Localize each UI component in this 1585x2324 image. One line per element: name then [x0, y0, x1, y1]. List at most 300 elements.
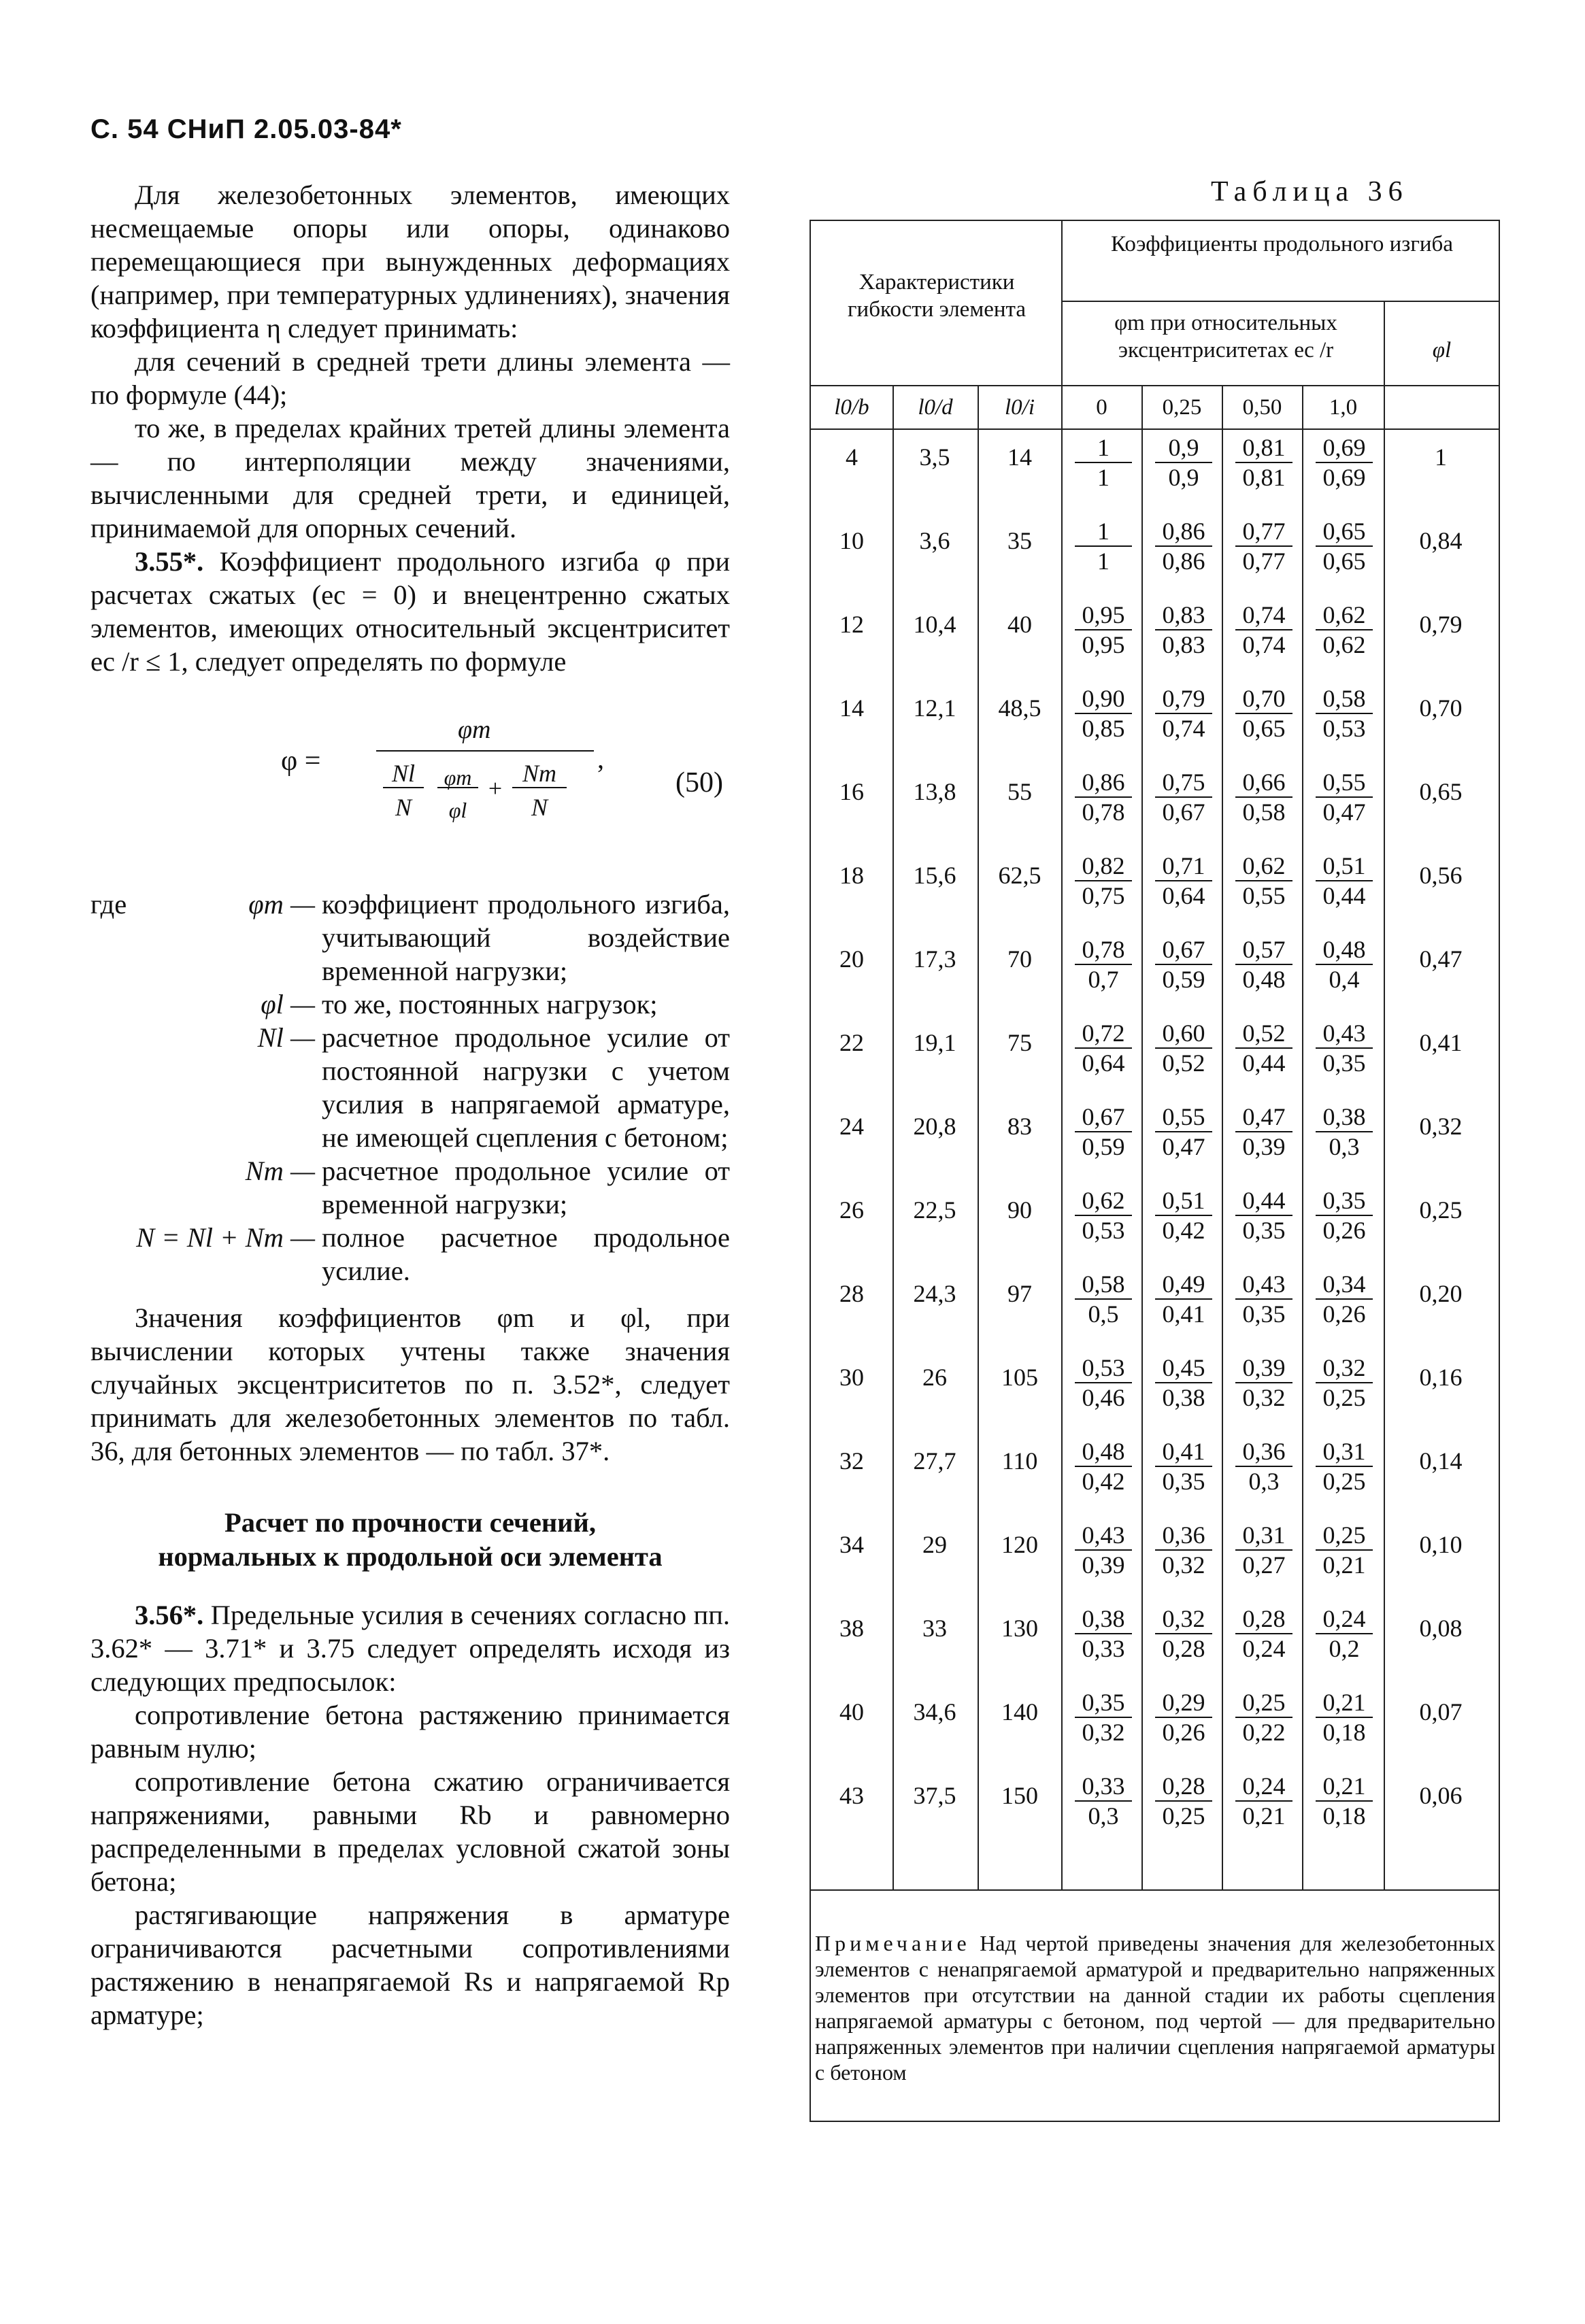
definitions: [90, 888, 730, 1287]
cell-phi-m-fraction: [1069, 768, 1137, 826]
cell-phi-m-fraction: [1230, 1772, 1298, 1830]
cell-phi-m-fraction: [1150, 852, 1218, 910]
fraction-upper: 0,43: [1316, 1019, 1373, 1049]
cell-l0-b: 12: [839, 611, 864, 638]
cell-l0-i: 150: [1001, 1782, 1038, 1809]
cell-phi-m-fraction: [1310, 601, 1378, 659]
cell-l0-d: 29: [922, 1531, 947, 1558]
table-rule: [811, 1889, 1500, 1891]
cell-l0-d: 3,6: [919, 527, 950, 554]
fraction-upper: 0,65: [1316, 517, 1373, 547]
fraction-upper: 0,62: [1316, 601, 1373, 630]
fraction-lower: 0,3: [1329, 1133, 1360, 1160]
fraction-lower: 0,39: [1242, 1133, 1286, 1160]
fraction-upper: 0,55: [1155, 1102, 1212, 1132]
fraction-lower: 0,42: [1082, 1468, 1125, 1495]
fraction-upper: 0,44: [1235, 1186, 1292, 1216]
cell-l0-d: 26: [922, 1364, 947, 1391]
cell-l0-b: 20: [839, 945, 864, 973]
cell-phi-m-fraction: [1310, 1270, 1378, 1328]
formula-phim: φm: [444, 765, 472, 790]
fraction-upper: 0,36: [1235, 1437, 1292, 1467]
fraction-upper: 0,25: [1235, 1688, 1292, 1718]
fraction-lower: 0,9: [1168, 464, 1199, 491]
cell-phi-m-fraction: [1310, 517, 1378, 575]
cell-phi-l: 0,84: [1419, 527, 1463, 554]
cell-l0-b: 14: [839, 694, 864, 722]
note-text: Над чертой приведены значения для железобетонных элементов с ненапрягаемой арматурой и предварительно напряженных элементов при отсутствии на данной стадии их работы сцепления напрягаемой арматуры с бетоном, под чертой — для предварительно напряженных элементов при наличии сцепления напрягаемой арматуры с бетоном: [815, 1931, 1495, 2085]
fraction-upper: 0,28: [1235, 1604, 1292, 1634]
fraction-lower: 0,26: [1162, 1719, 1205, 1746]
cell-phi-l: 0,56: [1419, 862, 1463, 889]
fraction-upper: 0,74: [1235, 601, 1292, 630]
cell-l0-d: 20,8: [913, 1113, 956, 1140]
cell-l0-b: 43: [839, 1782, 864, 1809]
fraction-upper: 0,55: [1316, 768, 1373, 798]
cell-l0-b: 4: [846, 443, 858, 471]
header-characteristics: Характеристики гибкости элемента: [848, 270, 1026, 322]
cell-phi-m-fraction: [1230, 768, 1298, 826]
cell-l0-d: 15,6: [913, 862, 956, 889]
fraction-upper: 0,58: [1075, 1270, 1132, 1300]
fraction-upper: 0,21: [1316, 1772, 1373, 1802]
definition-text: то же, постоянных нагрузок;: [322, 989, 658, 1020]
fraction-upper: 0,48: [1316, 935, 1373, 965]
column-header: l0/d: [918, 395, 953, 420]
fraction-upper: 0,95: [1075, 601, 1132, 630]
cell-l0-d: 27,7: [913, 1447, 956, 1475]
definition-item: [90, 988, 730, 1021]
fraction-lower: 0,62: [1322, 631, 1366, 658]
cell-phi-m-fraction: [1069, 1521, 1137, 1579]
header-phi-m: φm при относительных эксцентриситетах ec /r: [1114, 311, 1337, 363]
cell-l0-b: 40: [839, 1698, 864, 1725]
cell-phi-m-fraction: [1069, 1270, 1137, 1328]
cell-phi-l: 0,07: [1419, 1698, 1463, 1725]
column-header: 0: [1096, 395, 1107, 420]
fraction-lower: 0,7: [1088, 966, 1119, 993]
fraction-lower: 0,83: [1162, 631, 1205, 658]
clause-3-55: [90, 545, 730, 678]
fraction-upper: 0,29: [1155, 1688, 1212, 1718]
cell-l0-b: 22: [839, 1029, 864, 1056]
cell-phi-l: 0,06: [1419, 1782, 1463, 1809]
cell-phi-m-fraction: [1150, 1437, 1218, 1496]
cell-l0-i: 35: [1007, 527, 1032, 554]
paragraph-3: то же, в пределах крайних третей длины элемента — по интерполяции между значениями, вычисленными для средней трети, и единицей, принимаемой для опорных сечений.: [90, 413, 730, 543]
cell-l0-i: 48,5: [998, 694, 1041, 722]
table-rule: [1384, 301, 1385, 1889]
fraction-lower: 0,44: [1322, 882, 1366, 909]
cell-phi-m-fraction: [1310, 1437, 1378, 1496]
cell-phi-m-fraction: [1230, 1186, 1298, 1245]
cell-l0-b: 26: [839, 1196, 864, 1224]
definition-item: [90, 1154, 730, 1221]
fraction-upper: 0,38: [1316, 1102, 1373, 1132]
cell-phi-m-fraction: [1069, 852, 1137, 910]
formula-lhs: φ =: [281, 745, 321, 777]
definition-symbol: φl —: [261, 989, 315, 1020]
section-title: [90, 1506, 730, 1574]
fraction-lower: 0,28: [1162, 1635, 1205, 1662]
fraction-lower: 0,53: [1082, 1217, 1125, 1244]
cell-phi-l: 0,14: [1419, 1447, 1463, 1475]
fraction-lower: 0,47: [1322, 798, 1366, 826]
clause-text: Предельные усилия в сечениях согласно пп. 3.62* — 3.71* и 3.75 следует определять исходя из следующих предпосылок:: [90, 1600, 730, 1697]
formula-nl: Nl: [391, 760, 415, 787]
definition-symbol: Nm —: [245, 1156, 315, 1186]
cell-phi-m-fraction: [1310, 1019, 1378, 1077]
cell-l0-d: 34,6: [913, 1698, 956, 1725]
fraction-lower: 0,65: [1322, 548, 1366, 575]
cell-l0-d: 3,5: [919, 443, 950, 471]
cell-phi-m-fraction: [1310, 1604, 1378, 1663]
fraction-lower: 0,77: [1242, 548, 1286, 575]
definition-text: полное расчетное продольное усилие.: [322, 1222, 730, 1286]
fraction-lower: 0,25: [1322, 1468, 1366, 1495]
fraction-upper: 0,47: [1235, 1102, 1292, 1132]
fraction-upper: 0,52: [1235, 1019, 1292, 1049]
fraction-lower: 0,26: [1322, 1217, 1366, 1244]
fraction-lower: 0,25: [1322, 1384, 1366, 1411]
cell-phi-m-fraction: [1230, 601, 1298, 659]
cell-l0-b: 34: [839, 1531, 864, 1558]
cell-phi-m-fraction: [1230, 1521, 1298, 1579]
cell-phi-m-fraction: [1310, 1186, 1378, 1245]
fraction-lower: 0,53: [1322, 715, 1366, 742]
table-rule: [1141, 385, 1143, 1889]
definition-item: [90, 1021, 730, 1154]
cell-phi-m-fraction: [1310, 1353, 1378, 1412]
cell-phi-m-fraction: [1069, 1437, 1137, 1496]
formula-50: [90, 698, 730, 869]
fraction-lower: 0,32: [1242, 1384, 1286, 1411]
cell-l0-d: 13,8: [913, 778, 956, 805]
table-rule: [1061, 221, 1063, 1889]
fraction-upper: 0,70: [1235, 684, 1292, 714]
fraction-upper: 0,90: [1075, 684, 1132, 714]
fraction-upper: 0,79: [1155, 684, 1212, 714]
fraction-lower: 0,24: [1242, 1635, 1286, 1662]
fraction-lower: 0,3: [1088, 1802, 1119, 1830]
cell-phi-m-fraction: [1150, 935, 1218, 994]
fraction-upper: 0,24: [1316, 1604, 1373, 1634]
cell-phi-m-fraction: [1069, 1353, 1137, 1412]
fraction-lower: 0,95: [1082, 631, 1125, 658]
cell-phi-m-fraction: [1069, 433, 1137, 492]
definition-symbol: N = Nl + Nm —: [136, 1222, 315, 1253]
fraction-upper: 0,33: [1075, 1772, 1132, 1802]
cell-phi-m-fraction: [1230, 684, 1298, 743]
cell-phi-m-fraction: [1230, 1019, 1298, 1077]
column-header: l0/i: [1004, 395, 1035, 420]
cell-phi-m-fraction: [1150, 1186, 1218, 1245]
fraction-lower: 0,25: [1162, 1802, 1205, 1830]
clause-number: 3.55*.: [135, 546, 204, 577]
fraction-upper: 0,35: [1316, 1186, 1373, 1216]
cell-phi-m-fraction: [1150, 1521, 1218, 1579]
fraction-upper: 0,32: [1316, 1353, 1373, 1383]
fraction-upper: 0,41: [1155, 1437, 1212, 1467]
paragraph-9: растягивающие напряжения в арматуре ограничиваются расчетными сопротивлениями растяжению в ненапрягаемой Rs и напрягаемой Rp арматуре;: [90, 1900, 730, 2030]
column-header: 0,25: [1162, 395, 1202, 420]
paragraph-2: для сечений в средней трети длины элемента — по формуле (44);: [90, 346, 730, 410]
cell-l0-b: 18: [839, 862, 864, 889]
cell-phi-m-fraction: [1310, 433, 1378, 492]
fraction-lower: 0,22: [1242, 1719, 1286, 1746]
cell-phi-m-fraction: [1150, 1772, 1218, 1830]
left-column: [90, 178, 730, 2032]
fraction-lower: 0,47: [1162, 1133, 1205, 1160]
cell-l0-i: 62,5: [998, 862, 1041, 889]
cell-l0-i: 97: [1007, 1280, 1032, 1307]
formula-n: N: [395, 794, 412, 821]
fraction-upper: 0,58: [1316, 684, 1373, 714]
table-rule: [811, 428, 1500, 430]
definition-text: расчетное продольное усилие от временной нагрузки;: [322, 1156, 730, 1219]
table-rule: [1302, 385, 1303, 1889]
section-title-line: нормальных к продольной оси элемента: [158, 1541, 663, 1572]
fraction-lower: 0,65: [1242, 715, 1286, 742]
cell-l0-b: 10: [839, 527, 864, 554]
formula-nm: Nm: [522, 760, 556, 787]
definition-item: [90, 1221, 730, 1287]
fraction-upper: 0,21: [1316, 1688, 1373, 1718]
cell-phi-m-fraction: [1310, 1521, 1378, 1579]
fraction-lower: 0,35: [1322, 1049, 1366, 1077]
cell-phi-m-fraction: [1230, 1270, 1298, 1328]
fraction-lower: 0,21: [1322, 1551, 1366, 1579]
fraction-upper: 0,31: [1235, 1521, 1292, 1551]
note-label: Примечание: [815, 1931, 971, 1955]
cell-phi-m-fraction: [1310, 1772, 1378, 1830]
paragraph-7: сопротивление бетона растяжению принимается равным нулю;: [90, 1700, 730, 1764]
cell-l0-i: 40: [1007, 611, 1032, 638]
table-rule: [1222, 385, 1223, 1889]
page-header: С. 54 СНиП 2.05.03-84*: [90, 114, 402, 144]
cell-phi-l: 0,47: [1419, 945, 1463, 973]
column-header: l0/b: [834, 395, 869, 420]
cell-l0-b: 30: [839, 1364, 864, 1391]
cell-phi-l: 0,70: [1419, 694, 1463, 722]
cell-phi-m-fraction: [1069, 517, 1137, 575]
fraction-upper: 0,77: [1235, 517, 1292, 547]
cell-phi-m-fraction: [1150, 1270, 1218, 1328]
fraction-upper: 0,69: [1316, 433, 1373, 463]
fraction-upper: 0,24: [1235, 1772, 1292, 1802]
fraction-lower: 0,58: [1242, 798, 1286, 826]
fraction-upper: 0,38: [1075, 1604, 1132, 1634]
cell-phi-m-fraction: [1150, 1102, 1218, 1161]
fraction-lower: 0,42: [1162, 1217, 1205, 1244]
fraction-upper: 0,66: [1235, 768, 1292, 798]
fraction-upper: 0,67: [1075, 1102, 1132, 1132]
formula-plus: +: [488, 775, 503, 802]
fraction-upper: 0,86: [1075, 768, 1132, 798]
cell-l0-b: 16: [839, 778, 864, 805]
fraction-lower: 0,35: [1162, 1468, 1205, 1495]
fraction-upper: 0,45: [1155, 1353, 1212, 1383]
formula-comma: ,: [597, 743, 604, 774]
fraction-upper: 1: [1075, 517, 1132, 547]
cell-l0-i: 105: [1001, 1364, 1038, 1391]
fraction-lower: 1: [1097, 548, 1110, 575]
cell-phi-m-fraction: [1150, 517, 1218, 575]
fraction-upper: 0,62: [1075, 1186, 1132, 1216]
cell-phi-m-fraction: [1069, 1102, 1137, 1161]
cell-phi-m-fraction: [1069, 1019, 1137, 1077]
cell-l0-d: 17,3: [913, 945, 956, 973]
table-note: [815, 1930, 1495, 2085]
fraction-upper: 0,53: [1075, 1353, 1132, 1383]
cell-l0-b: 32: [839, 1447, 864, 1475]
formula-subbar: [512, 787, 567, 788]
fraction-lower: 0,18: [1322, 1719, 1366, 1746]
fraction-lower: 1: [1097, 464, 1110, 491]
fraction-lower: 0,85: [1082, 715, 1125, 742]
formula-denominator: [376, 757, 594, 873]
fraction-lower: 0,64: [1162, 882, 1205, 909]
fraction-lower: 0,26: [1322, 1300, 1366, 1328]
cell-l0-d: 19,1: [913, 1029, 956, 1056]
cell-phi-m-fraction: [1150, 1019, 1218, 1077]
fraction-lower: 0,4: [1329, 966, 1360, 993]
header-phi-l: φl: [1432, 338, 1452, 363]
fraction-upper: 0,49: [1155, 1270, 1212, 1300]
cell-l0-b: 38: [839, 1615, 864, 1642]
table-caption: Таблица 36: [1211, 176, 1409, 207]
fraction-lower: 0,41: [1162, 1300, 1205, 1328]
cell-l0-i: 83: [1007, 1113, 1032, 1140]
fraction-lower: 0,39: [1082, 1551, 1125, 1579]
fraction-lower: 0,5: [1088, 1300, 1119, 1328]
fraction-upper: 0,57: [1235, 935, 1292, 965]
header-coefficients: Коэффициенты продольного изгиба: [1111, 232, 1453, 256]
fraction-upper: 0,62: [1235, 852, 1292, 881]
fraction-lower: 0,59: [1082, 1133, 1125, 1160]
formula-n: N: [531, 794, 548, 821]
cell-phi-m-fraction: [1230, 1604, 1298, 1663]
fraction-upper: 0,39: [1235, 1353, 1292, 1383]
fraction-lower: 0,27: [1242, 1551, 1286, 1579]
cell-l0-i: 70: [1007, 945, 1032, 973]
cell-phi-l: 0,32: [1419, 1113, 1463, 1140]
fraction-lower: 0,44: [1242, 1049, 1286, 1077]
cell-phi-m-fraction: [1230, 852, 1298, 910]
column-header: 1,0: [1329, 395, 1358, 420]
cell-phi-m-fraction: [1230, 1688, 1298, 1747]
fraction-upper: 0,82: [1075, 852, 1132, 881]
fraction-upper: 0,75: [1155, 768, 1212, 798]
cell-phi-m-fraction: [1150, 684, 1218, 743]
fraction-lower: 0,21: [1242, 1802, 1286, 1830]
fraction-upper: 0,81: [1235, 433, 1292, 463]
cell-phi-m-fraction: [1069, 1186, 1137, 1245]
cell-phi-m-fraction: [1150, 1604, 1218, 1663]
fraction-lower: 0,32: [1082, 1719, 1125, 1746]
formula-numerator: φm: [458, 715, 491, 744]
fraction-upper: 0,43: [1235, 1270, 1292, 1300]
cell-phi-m-fraction: [1310, 852, 1378, 910]
cell-phi-l: 0,20: [1419, 1280, 1463, 1307]
cell-phi-m-fraction: [1230, 1102, 1298, 1161]
fraction-upper: 0,43: [1075, 1521, 1132, 1551]
fraction-upper: 0,28: [1155, 1772, 1212, 1802]
definition-text: коэффициент продольного изгиба, учитывающий воздействие временной нагрузки;: [322, 889, 730, 986]
cell-phi-l: 0,79: [1419, 611, 1463, 638]
cell-l0-i: 14: [1007, 443, 1032, 471]
table-rule: [1061, 301, 1500, 302]
formula-number: (50): [675, 767, 723, 798]
fraction-lower: 0,67: [1162, 798, 1205, 826]
cell-l0-d: 24,3: [913, 1280, 956, 1307]
cell-phi-m-fraction: [1150, 601, 1218, 659]
formula-subbar: [437, 787, 478, 788]
fraction-lower: 0,18: [1322, 1802, 1366, 1830]
fraction-lower: 0,69: [1322, 464, 1366, 491]
fraction-upper: 1: [1075, 433, 1132, 463]
cell-phi-l: 0,08: [1419, 1615, 1463, 1642]
fraction-upper: 0,31: [1316, 1437, 1373, 1467]
cell-l0-d: 12,1: [913, 694, 956, 722]
fraction-lower: 0,38: [1162, 1384, 1205, 1411]
fraction-lower: 0,75: [1082, 882, 1125, 909]
cell-phi-m-fraction: [1150, 1353, 1218, 1412]
formula-subbar: [383, 787, 424, 788]
fraction-upper: 0,86: [1155, 517, 1212, 547]
fraction-upper: 0,72: [1075, 1019, 1132, 1049]
fraction-lower: 0,35: [1242, 1300, 1286, 1328]
cell-phi-m-fraction: [1230, 433, 1298, 492]
cell-l0-i: 110: [1001, 1447, 1038, 1475]
cell-l0-i: 75: [1007, 1029, 1032, 1056]
fraction-lower: 0,32: [1162, 1551, 1205, 1579]
fraction-upper: 0,48: [1075, 1437, 1132, 1467]
cell-l0-d: 22,5: [913, 1196, 956, 1224]
fraction-lower: 0,64: [1082, 1049, 1125, 1077]
paragraph-1: Для железобетонных элементов, имеющих несмещаемые опоры или опоры, одинаково перемещающиеся при вынужденных деформациях (например, при температурных удлинениях), значения коэффициента η следует принимать:: [90, 180, 730, 343]
fraction-upper: 0,9: [1155, 433, 1212, 463]
cell-phi-m-fraction: [1150, 433, 1218, 492]
fraction-upper: 0,25: [1316, 1521, 1373, 1551]
definition-item: [90, 888, 730, 988]
cell-phi-l: 0,25: [1419, 1196, 1463, 1224]
cell-phi-m-fraction: [1069, 935, 1137, 994]
cell-phi-m-fraction: [1069, 684, 1137, 743]
cell-phi-m-fraction: [1069, 1688, 1137, 1747]
fraction-lower: 0,48: [1242, 966, 1286, 993]
fraction-upper: 0,32: [1155, 1604, 1212, 1634]
cell-phi-m-fraction: [1069, 1772, 1137, 1830]
clause-number: 3.56*.: [135, 1600, 204, 1630]
cell-l0-i: 140: [1001, 1698, 1038, 1725]
cell-l0-b: 28: [839, 1280, 864, 1307]
section-title-line: Расчет по прочности сечений,: [224, 1507, 596, 1538]
table-rule: [811, 385, 1500, 386]
cell-l0-i: 130: [1001, 1615, 1038, 1642]
fraction-lower: 0,33: [1082, 1635, 1125, 1662]
fraction-upper: 0,34: [1316, 1270, 1373, 1300]
fraction-lower: 0,59: [1162, 966, 1205, 993]
fraction-lower: 0,81: [1242, 464, 1286, 491]
fraction-lower: 0,3: [1248, 1468, 1280, 1495]
cell-phi-m-fraction: [1150, 1688, 1218, 1747]
clause-3-56: [90, 1598, 730, 1698]
cell-phi-m-fraction: [1310, 768, 1378, 826]
definition-text: расчетное продольное усилие от постоянной нагрузки с учетом усилия в напрягаемой арматуре, не имеющей сцепления с бетоном;: [322, 1022, 730, 1153]
fraction-lower: 0,2: [1329, 1635, 1360, 1662]
fraction-upper: 0,67: [1155, 935, 1212, 965]
